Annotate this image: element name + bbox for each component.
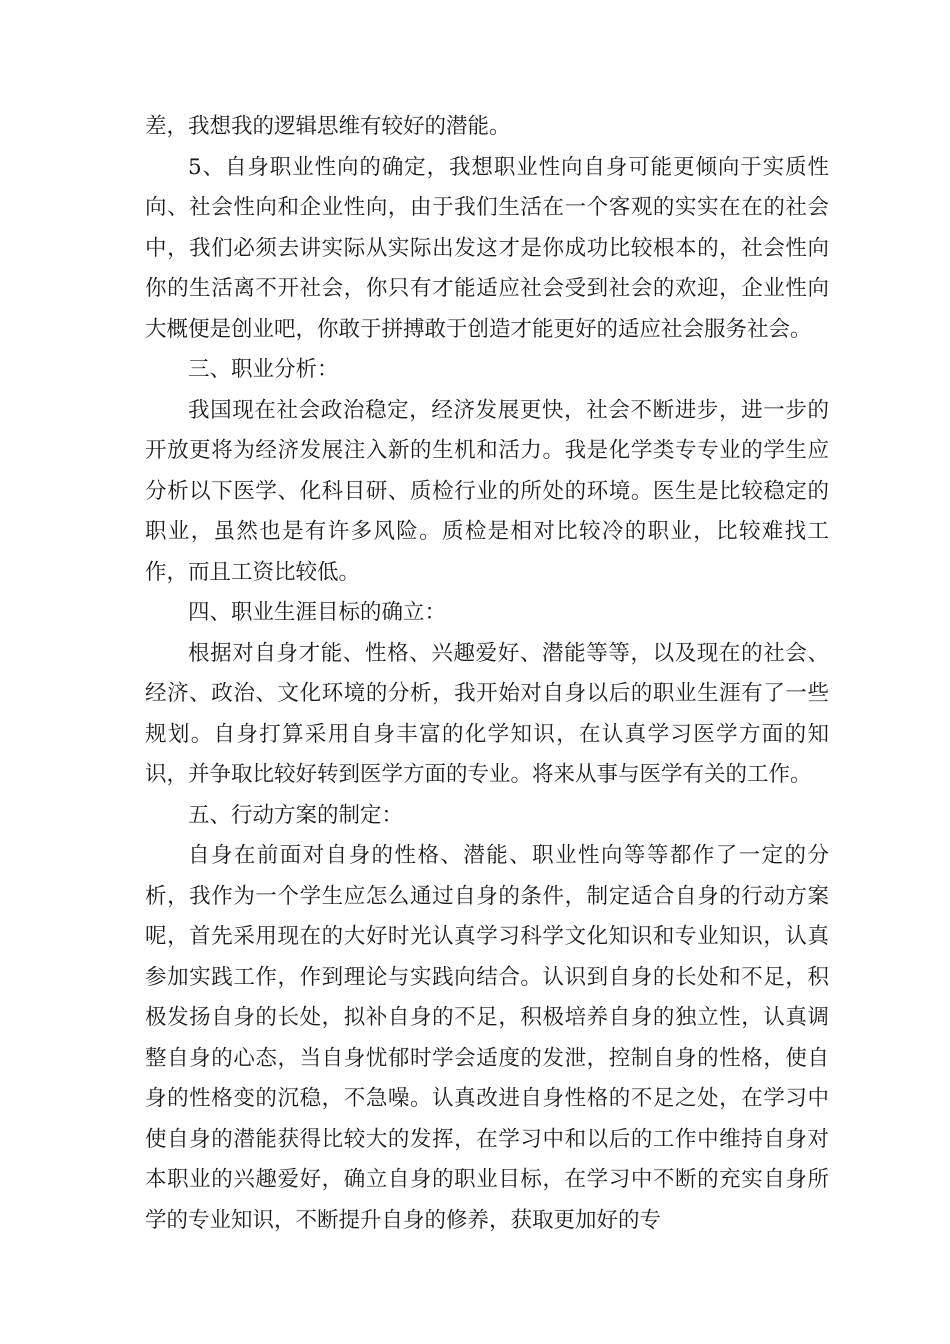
paragraph-career-goal: 根据对自身才能、性格、兴趣爱好、潜能等等，以及现在的社会、经济、政治、文化环境的分析，我开始对自身以后的职业生涯有了一些规划。自身打算采用自身丰富的化学知识，在认真学习医学方面的知识，并争取比较好转到医学方面的专业。将来从事与医学有关的工作。 [145, 640, 829, 787]
paragraph-action-plan: 自身在前面对自身的性格、潜能、职业性向等等都作了一定的分析，我作为一个学生应怎么通过自身的条件，制定适合自身的行动方案呢，首先采用现在的大好时光认真学习科学文化知识和专业知识，认真参加实践工作，作到理论与实践向结合。认识到自身的长处和不足，积极发扬自身的长处，拟补自身的不足，积极培养自身的独立性，认真调整自身的心态，当自身忧郁时学会适度的发泄，控制自身的性格，使自身的性格变的沉稳，不急噪。认真改进自身性格的不足之处，在学习中使自身的潜能获得比较大的发挥，在学习中和以后的工作中维持自身对本职业的兴趣爱好，确立自身的职业目标，在学习中不断的充实自身所学的专业知识，不断提升自身的修养，获取更加好的专 [145, 843, 829, 1233]
paragraph-career-orientation: 5、自身职业性向的确定，我想职业性向自身可能更倾向于实质性向、社会性向和企业性向，由于我们生活在一个客观的实实在在的社会中，我们必须去讲实际从实际出发这才是你成功比较根本的，社会性向你的生活离不开社会，你只有才能适应社会受到社会的欢迎，企业性向大概便是创业吧，你敢于拼搏敢于创造才能更好的适应社会服务社会。 [145, 154, 829, 342]
paragraph-career-analysis: 我国现在社会政治稳定，经济发展更快，社会不断进步，进一步的开放更将为经济发展注入新的生机和活力。我是化学类专专业的学生应分析以下医学、化科目研、质检行业的所处的环境。医生是比较稳定的职业，虽然也是有许多风险。质检是相对比较冷的职业，比较难找工作，而且工资比较低。 [145, 397, 829, 585]
heading-career-analysis: 三、职业分析： [188, 357, 339, 382]
heading-career-goal: 四、职业生涯目标的确立： [188, 600, 447, 625]
heading-action-plan: 五、行动方案的制定： [188, 802, 404, 828]
document-body [145, 107, 829, 1241]
paragraph-continuation: 差，我想我的逻辑思维有较好的潜能。 [145, 114, 511, 139]
